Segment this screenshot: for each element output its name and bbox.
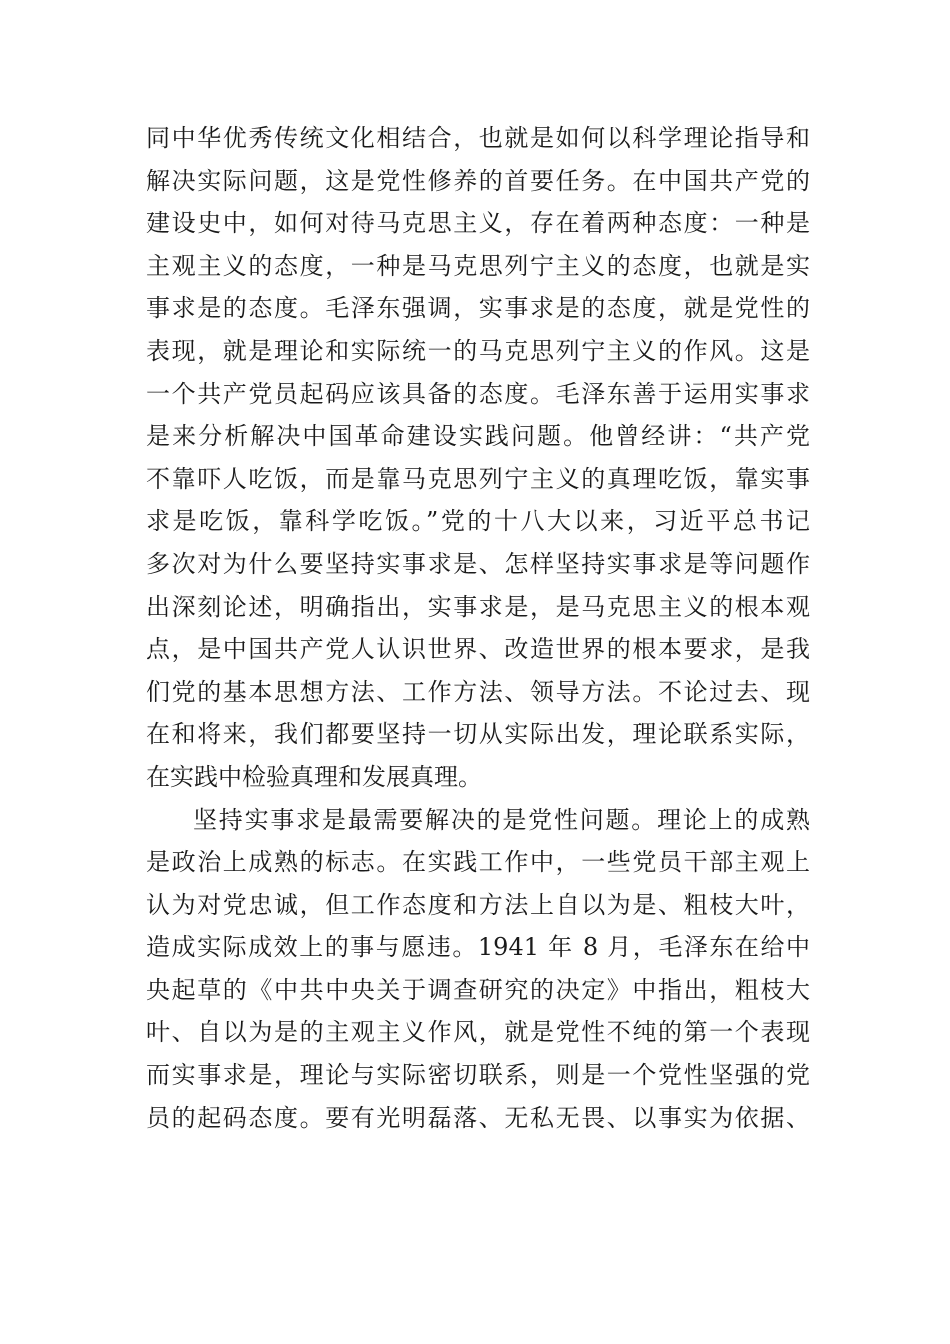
text-line: 坚持实事求是最需要解决的是党性问题。理论上的成熟 (193, 805, 810, 834)
text-line: 求是吃饭，靠科学吃饭。”党的十八大以来，习近平总书记 (146, 507, 810, 536)
text-line: 点，是中国共产党人认识世界、改造世界的根本要求，是我 (146, 635, 810, 664)
text-line: 叶、自以为是的主观主义作风，就是党性不纯的第一个表现 (146, 1018, 810, 1047)
paragraph-2 (146, 799, 810, 1140)
text-line: 事求是的态度。毛泽东强调，实事求是的态度，就是党性的 (146, 294, 810, 323)
body-text (146, 117, 810, 1139)
text-line: 员的起码态度。要有光明磊落、无私无畏、以事实为依据、 (146, 1103, 810, 1132)
text-line: 造成实际成效上的事与愿违。1941 年 8 月，毛泽东在给中 (146, 933, 810, 962)
text-line: 解决实际问题，这是党性修养的首要任务。在中国共产党的 (146, 166, 810, 195)
text-line: 建设史中，如何对待马克思主义，存在着两种态度：一种是 (146, 209, 810, 238)
text-line: 认为对党忠诚，但工作态度和方法上自以为是、粗枝大叶， (146, 890, 810, 919)
text-line: 在和将来，我们都要坚持一切从实际出发，理论联系实际， (146, 720, 810, 749)
text-line: 多次对为什么要坚持实事求是、怎样坚持实事求是等问题作 (146, 549, 810, 578)
text-line: 们党的基本思想方法、工作方法、领导方法。不论过去、现 (146, 677, 810, 706)
text-line: 是政治上成熟的标志。在实践工作中，一些党员干部主观上 (146, 848, 810, 877)
text-line: 同中华优秀传统文化相结合，也就是如何以科学理论指导和 (146, 124, 810, 152)
text-line: 出深刻论述，明确指出，实事求是，是马克思主义的根本观 (146, 592, 810, 621)
text-line: 央起草的《中共中央关于调查研究的决定》中指出，粗枝大 (146, 975, 810, 1004)
paragraph-1 (146, 117, 810, 799)
text-line: 不靠吓人吃饭，而是靠马克思列宁主义的真理吃饭，靠实事 (146, 464, 810, 493)
text-line: 在实践中检验真理和发展真理。 (146, 762, 482, 791)
text-line: 是来分析解决中国革命建设实践问题。他曾经讲：“共产党 (146, 422, 810, 451)
text-line: 主观主义的态度，一种是马克思列宁主义的态度，也就是实 (146, 251, 810, 280)
text-line: 一个共产党员起码应该具备的态度。毛泽东善于运用实事求 (146, 379, 810, 408)
text-line: 表现，就是理论和实际统一的马克思列宁主义的作风。这是 (146, 336, 810, 365)
text-line: 而实事求是，理论与实际密切联系，则是一个党性坚强的党 (146, 1061, 810, 1090)
